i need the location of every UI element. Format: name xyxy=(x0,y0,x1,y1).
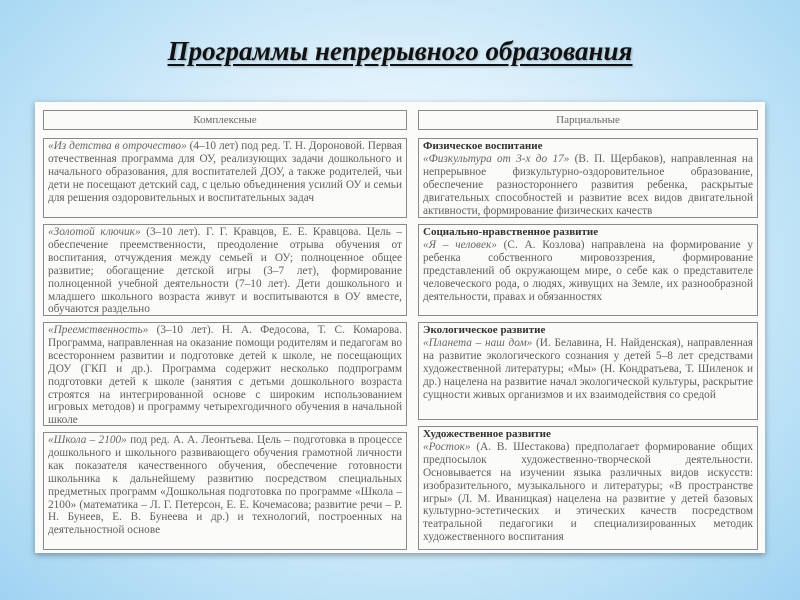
program-name: «Преемственность» xyxy=(48,324,149,336)
program-description: (А. В. Шестакова) предполагает формирование общих предпосылок художественно-творческой деятельности. Основывается на изучении языка различных видов искусств: изобразительного, музыкального и литературы; «В пространстве игры» (Л. М. Иваницкая) нацелена на развитие у детей базовых культурно-эстетических и этических качеств посредством театральной педагогики и специализированных методик художественного воспитания xyxy=(423,440,753,544)
program-description: (4–10 лет) под ред. Т. Н. Дороновой. Первая отечественная программа для ОУ, реализующих задачи дошкольного и начального образования, для воспитателей ДОУ, а также родителей, чьи дети не посещают детский сад, с целью объединения усилий ОУ и семьи для решения оздоровительных и воспитательных задач xyxy=(48,140,403,204)
program-description: под ред. А. А. Леонтьева. Цель – подготовка в процессе дошкольного и школьного развивающего обучения грамотной личности как показателя качественного обучения, обеспечение готовности школьника к дальнейшему развитию посредством специальных предметных программ «Дошкольная подготовка по программе «Школа – 2100» (математика – Л. Г. Петерсон, Е. Е. Кочемасова; развитие речи – Р. Н. Бунеев, Е. В. Бунеева и др.) и технологий, построенных на деятельностной основе xyxy=(48,434,402,537)
program-cell xyxy=(418,138,758,218)
program-cell xyxy=(43,432,407,550)
program-cell xyxy=(43,224,407,316)
program-description: (С. А. Козлова) направлена на формирование у ребенка собственного мировоззрения, формирование представлений об окружающем мире, о себе как о представителе человеческого рода, о людях, живущих на Земле, их разнообразной деятельности, правах и обязанностях xyxy=(423,238,754,303)
program-description: (3–10 лет). Н. А. Федосова, Т. С. Комарова. Программа, направленная на оказание помощи родителям и педагогам во всестороннем развитии и подготовке детей к школе, не посещающих ДОУ (ГКП и др.). Программа содержит несколько подпрограмм подготовки детей к школе (занятия с детьми дошкольного возраста строятся на интегрированной основе с широким использованием игровых методов) и программу четырехгодичного обучения в начальной школе xyxy=(48,324,402,427)
partial-programs-column xyxy=(418,110,758,556)
program-cell xyxy=(43,138,407,218)
program-name: «Из детства в отрочество» xyxy=(48,140,187,152)
program-area-heading: Художественное развитие xyxy=(423,428,551,440)
program-name: «Росток» xyxy=(423,440,471,453)
program-cell xyxy=(418,426,758,550)
program-name: «Я – человек» xyxy=(423,238,497,251)
program-name: «Физкультура от 3-х до 17» xyxy=(423,152,570,165)
program-name: «Золотой ключик» xyxy=(48,226,141,238)
program-cell xyxy=(418,224,758,316)
program-name: «Планета – наш дом» xyxy=(423,336,533,349)
program-description: (И. Белавина, Н. Найденская), направленная на развитие экологического сознания у детей 5–8 лет средствами художественной литературы; «Мы» (Н. Кондратьева, Т. Шиленок и др.) нацелена на развитие начал экологической культуры, раскрытие сущности живых организмов и их взаимодействия со средой xyxy=(423,336,753,401)
complex-programs-column xyxy=(43,110,407,556)
program-area-heading: Физическое воспитание xyxy=(423,140,543,152)
program-area-heading: Экологическое развитие xyxy=(423,324,546,336)
programs-table xyxy=(35,102,765,553)
column-header-partial: Парциальные xyxy=(418,110,758,130)
program-cell xyxy=(43,322,407,426)
column-header-complex: Комплексные xyxy=(43,110,407,130)
program-area-heading: Социально-нравственное развитие xyxy=(423,226,599,238)
program-description: (3–10 лет). Г. Г. Кравцов, Е. Е. Кравцова. Цель – обеспечение преемственности, преодоление отрыва обучения от воспитания, отчуждения между семьей и ОУ; полноценное общее развитие; обогащение детской игры (3–7 лет), формирование полноценной учебной деятельности (7–10 лет). Дети дошкольного и младшего школьного возраста живут и воспитываются в ОУ вместе, обучаются раздельно xyxy=(48,226,402,316)
program-cell xyxy=(418,322,758,420)
slide-title: Программы непрерывного образования xyxy=(167,36,633,66)
program-description: (В. П. Щербаков), направленная на непрерывное физкультурно-оздоровительное образование, обеспечение разностороннего развития ребенка, раскрытые двигательных способностей и развитие всех видов двигательной активности, формирование физических качеств xyxy=(423,152,753,217)
program-name: «Школа – 2100» xyxy=(48,434,127,446)
